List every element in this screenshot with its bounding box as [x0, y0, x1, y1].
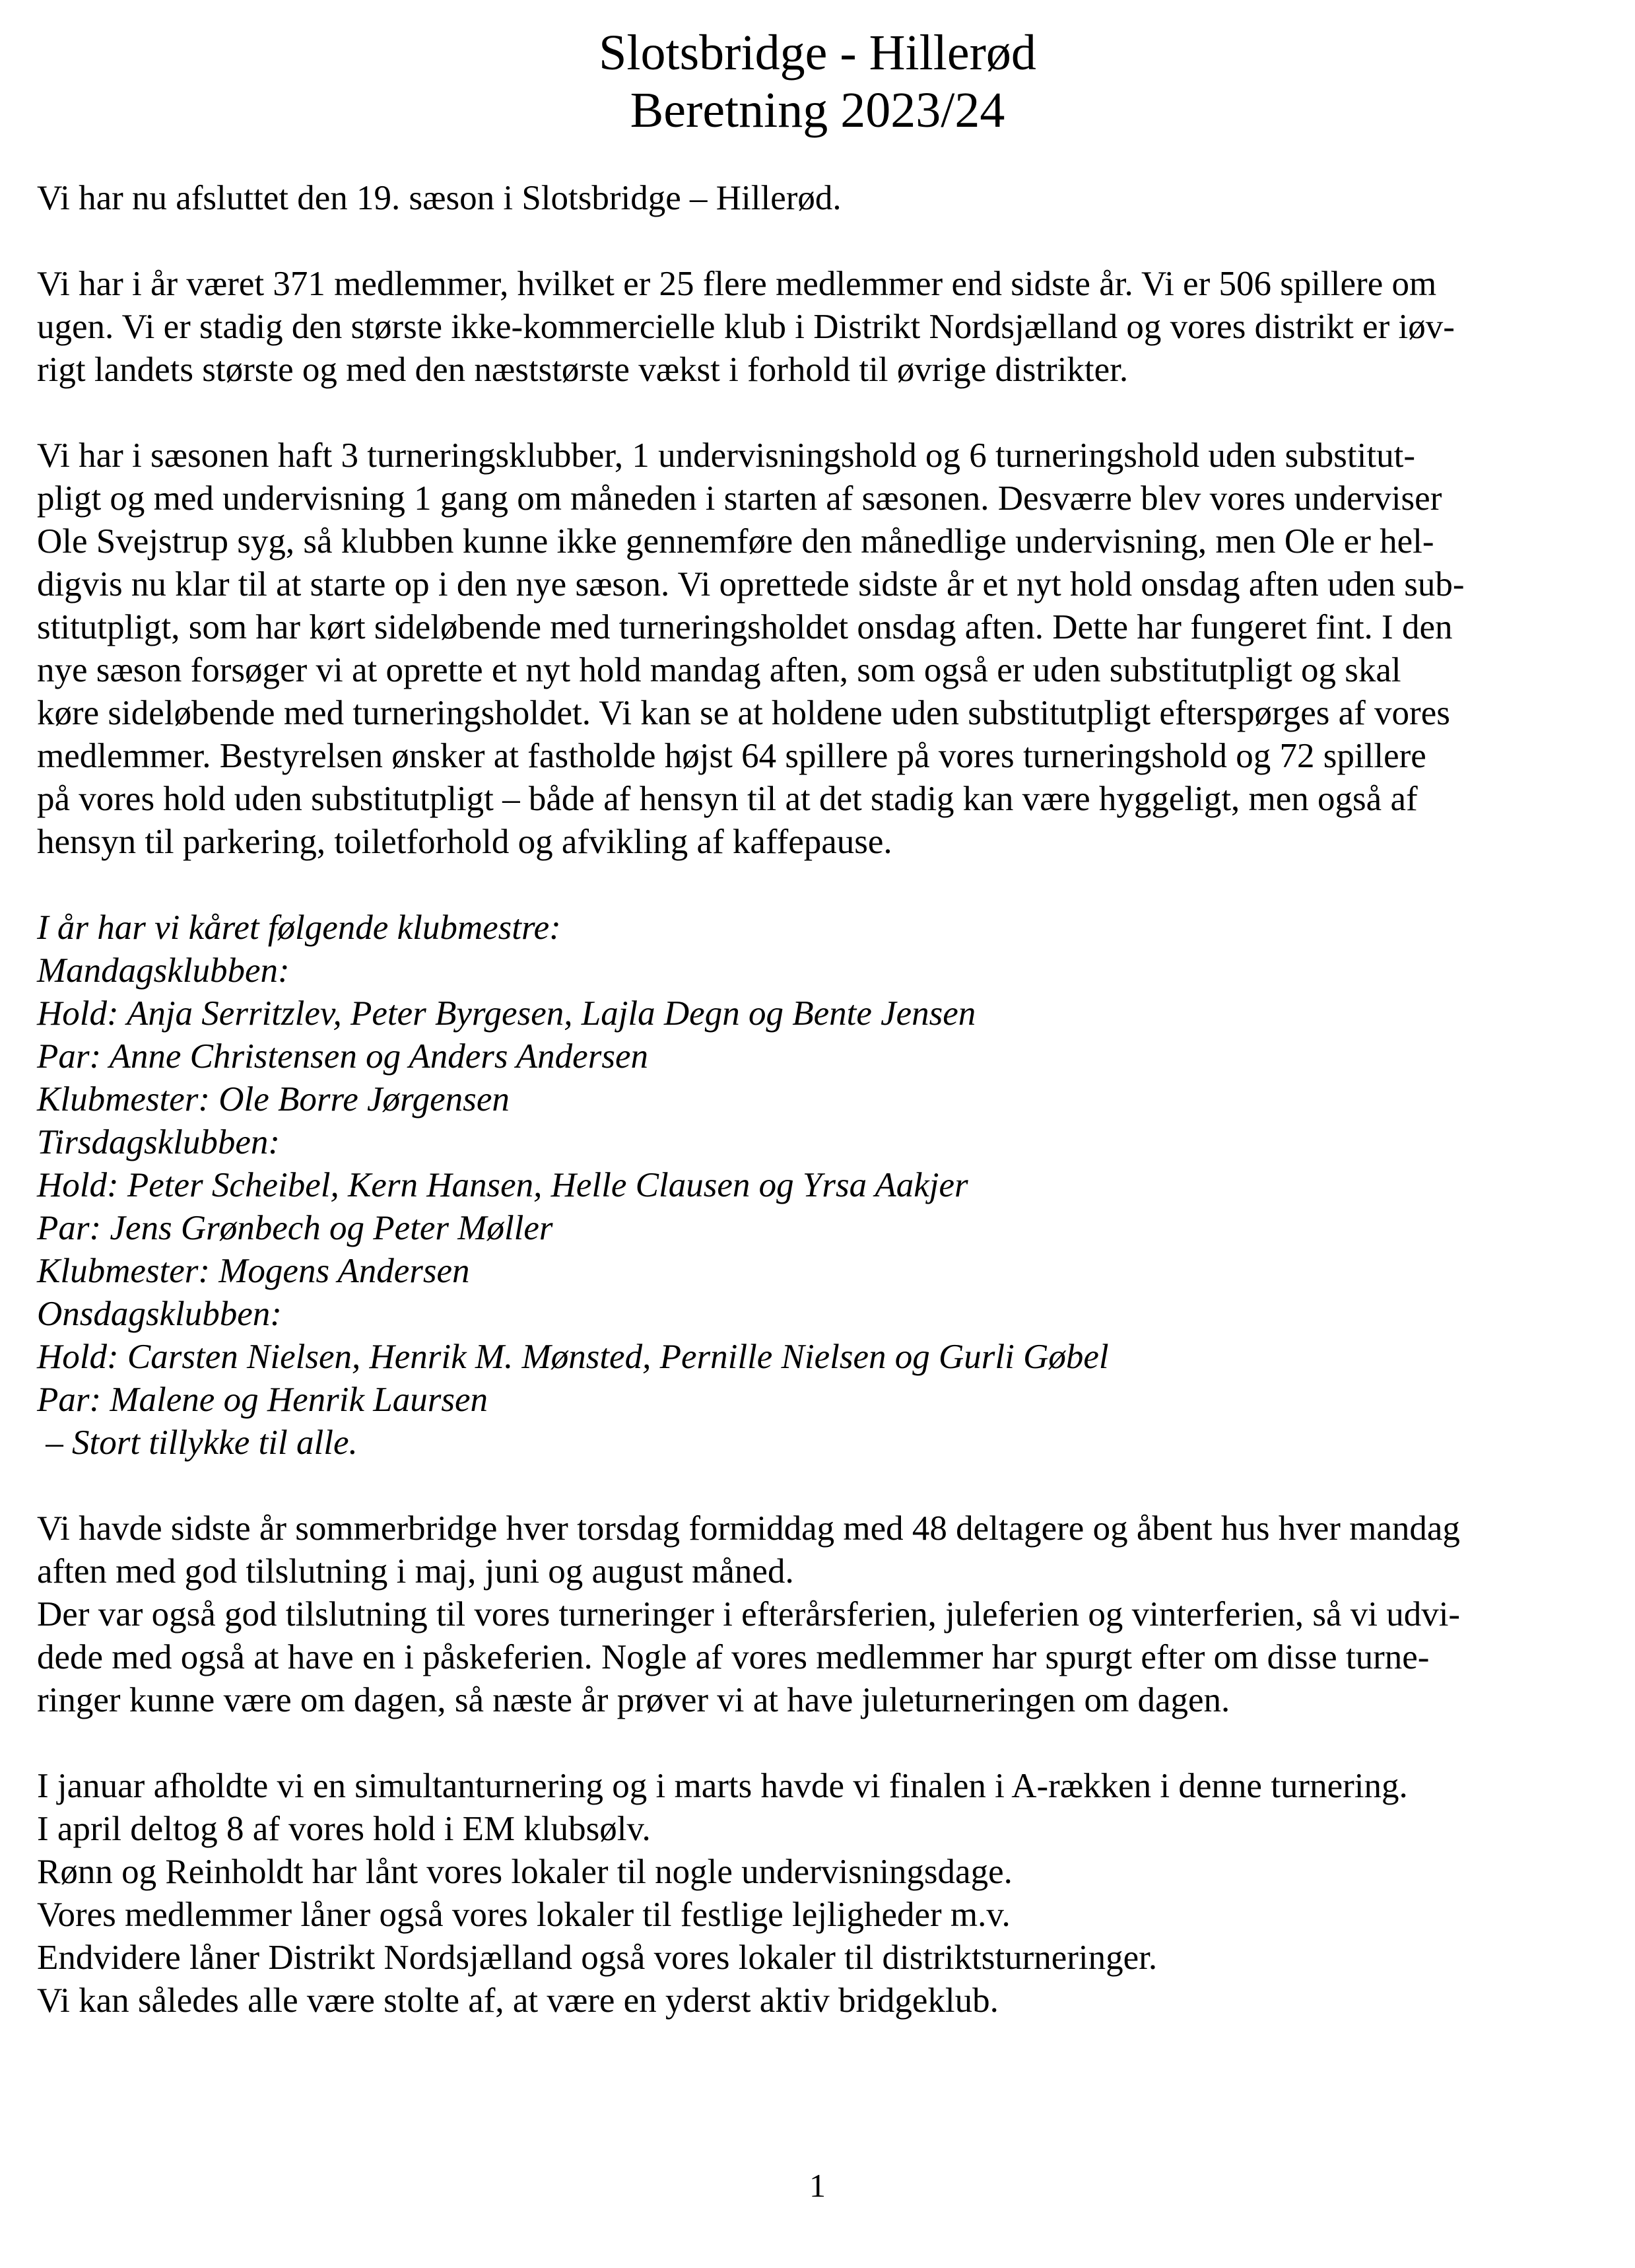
text-line: Vores medlemmer låner også vores lokaler til festlige lejligheder m.v.: [37, 1896, 1011, 1934]
text-line: Ole Svejstrup syg, så klubben kunne ikke gennemføre den månedlige undervisning, men Ole er hel-: [37, 522, 1434, 561]
club-name: Tirsdagsklubben:: [37, 1123, 281, 1161]
congratulations-line: – Stort tillykke til alle.: [37, 1424, 358, 1462]
champions-heading: I år har vi kåret følgende klubmestre:: [37, 909, 561, 947]
paragraph-activities: [37, 1765, 1601, 2022]
paragraph-season: [37, 434, 1601, 864]
text-line: I januar afholdte vi en simultanturnering og i marts havde vi finalen i A-rækken i denne turnering.: [37, 1767, 1408, 1805]
club-champions-list: [37, 907, 1601, 1464]
champion-entry: Klubmester: Mogens Andersen: [37, 1252, 470, 1290]
text-line: rigt landets største og med den næststørste vækst i forhold til øvrige distrikter.: [37, 351, 1129, 389]
text-line: køre sideløbende med turneringsholdet. Vi kan se at holdene uden substitutpligt efterspørges af vores: [37, 694, 1450, 732]
paragraph-intro: [37, 177, 1601, 220]
text-line: medlemmer. Bestyrelsen ønsker at fastholde højst 64 spillere på vores turneringshold og 72 spillere: [37, 737, 1426, 775]
text-line: stitutpligt, som har kørt sideløbende med turneringsholdet onsdag aften. Dette har fungeret fint. I den: [37, 608, 1453, 646]
champion-entry: Par: Jens Grønbech og Peter Møller: [37, 1209, 553, 1247]
page-number: 1: [809, 2167, 826, 2204]
text-line: Endvidere låner Distrikt Nordsjælland også vores lokaler til distriktsturneringer.: [37, 1939, 1158, 1977]
text-line: Vi har nu afsluttet den 19. sæson i Slotsbridge – Hillerød.: [37, 179, 842, 217]
text-line: hensyn til parkering, toiletforhold og afvikling af kaffepause.: [37, 823, 892, 861]
text-line: på vores hold uden substitutpligt – både af hensyn til at det stadig kan være hyggeligt, men også af: [37, 780, 1418, 818]
paragraph-summer-bridge: [37, 1507, 1601, 1722]
title-line-1: Slotsbridge - Hillerød: [599, 25, 1036, 81]
text-line: Der var også god tilslutning til vores turneringer i efterårsferien, juleferien og vinterferien, så vi udvi-: [37, 1595, 1461, 1633]
champion-entry: Par: Malene og Henrik Laursen: [37, 1381, 488, 1419]
champion-entry: Hold: Carsten Nielsen, Henrik M. Mønsted, Pernille Nielsen og Gurli Gøbel: [37, 1338, 1109, 1376]
text-line: Vi kan således alle være stolte af, at være en yderst aktiv bridgeklub.: [37, 1981, 999, 2020]
title-line-2: Beretning 2023/24: [630, 83, 1005, 138]
champion-entry: Hold: Peter Scheibel, Kern Hansen, Helle Clausen og Yrsa Aakjer: [37, 1166, 968, 1204]
text-line: ringer kunne være om dagen, så næste år prøver vi at have juleturneringen om dagen.: [37, 1681, 1230, 1719]
text-line: Vi har i sæsonen haft 3 turneringsklubber, 1 undervisningshold og 6 turneringshold uden substitut-: [37, 436, 1415, 475]
text-line: aften med god tilslutning i maj, juni og august måned.: [37, 1552, 794, 1591]
text-line: Rønn og Reinholdt har lånt vores lokaler til nogle undervisningsdage.: [37, 1853, 1013, 1891]
text-line: digvis nu klar til at starte op i den nye sæson. Vi oprettede sidste år et nyt hold onsdag aften uden sub-: [37, 565, 1465, 603]
club-name: Onsdagsklubben:: [37, 1295, 282, 1333]
champion-entry: Klubmester: Ole Borre Jørgensen: [37, 1080, 510, 1118]
text-line: Vi havde sidste år sommerbridge hver torsdag formiddag med 48 deltagere og åbent hus hver mandag: [37, 1509, 1460, 1548]
club-name: Mandagsklubben:: [37, 951, 290, 990]
text-line: Vi har i år været 371 medlemmer, hvilket er 25 flere medlemmer end sidste år. Vi er 506 spillere om: [37, 265, 1437, 303]
report-body: [37, 177, 1601, 2022]
champion-entry: Hold: Anja Serritzlev, Peter Byrgesen, Lajla Degn og Bente Jensen: [37, 994, 976, 1033]
text-line: pligt og med undervisning 1 gang om måneden i starten af sæsonen. Desværre blev vores underviser: [37, 479, 1442, 518]
paragraph-membership: [37, 263, 1601, 392]
text-line: nye sæson forsøger vi at oprette et nyt hold mandag aften, som også er uden substitutpligt og skal: [37, 651, 1401, 689]
text-line: dede med også at have en i påskeferien. Nogle af vores medlemmer har spurgt efter om disse turne-: [37, 1638, 1430, 1676]
text-line: ugen. Vi er stadig den største ikke-kommercielle klub i Distrikt Nordsjælland og vores distrikt er iøv-: [37, 308, 1455, 346]
text-line: I april deltog 8 af vores hold i EM klubsølv.: [37, 1810, 651, 1848]
champion-entry: Par: Anne Christensen og Anders Andersen: [37, 1037, 648, 1076]
